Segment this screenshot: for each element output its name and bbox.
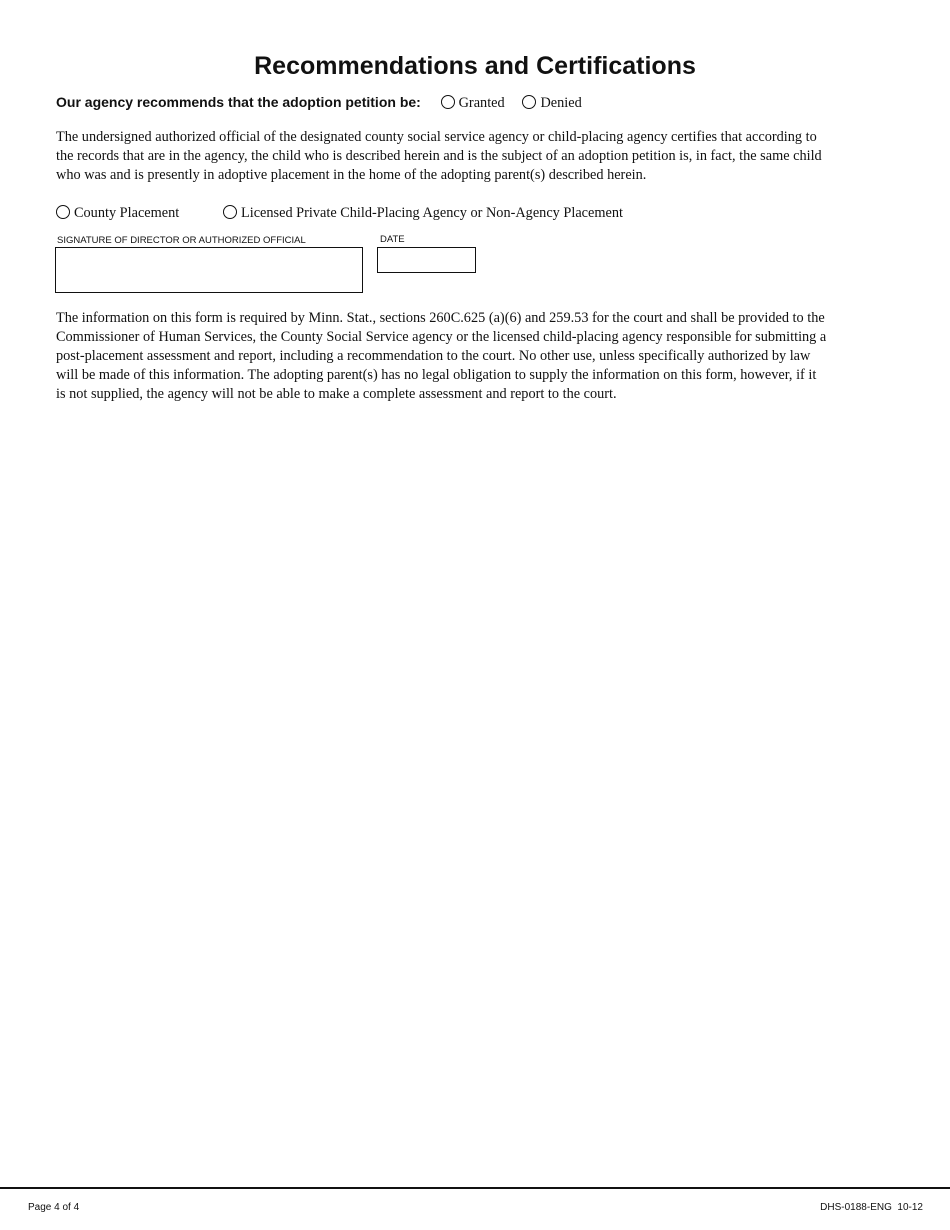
radio-denied[interactable] [522, 95, 581, 111]
footer-divider [0, 1187, 950, 1189]
page-number: Page 4 of 4 [28, 1202, 80, 1213]
signature-label: SIGNATURE OF DIRECTOR OR AUTHORIZED OFFICIAL [57, 235, 306, 246]
text-line: will be made of this information. The adopting parent(s) has no legal obligation to supply the information on this form, however, if it [56, 367, 817, 383]
text-line: who was and is presently in adoptive placement in the home of the adopting parent(s) described herein. [56, 167, 647, 183]
form-id: DHS-0188-ENG 10-12 [820, 1202, 923, 1213]
privacy-notice [56, 309, 826, 404]
radio-granted[interactable] [441, 95, 505, 111]
radio-denied-label: Denied [540, 95, 582, 111]
certification-text [56, 128, 822, 185]
signature-field[interactable] [55, 247, 363, 293]
text-line: The undersigned authorized official of the designated county social service agency or child-placing agency certifies that according to [56, 129, 817, 145]
recommendation-row [56, 94, 582, 112]
date-label: DATE [380, 234, 405, 245]
page-title: Recommendations and Certifications [254, 52, 696, 80]
text-line: The information on this form is required by Minn. Stat., sections 260C.625 (a)(6) and 259.53 for the court and shall be provided to the [56, 310, 825, 326]
text-line: Commissioner of Human Services, the County Social Service agency or the licensed child-placing agency responsible for submitting a [56, 329, 827, 345]
text-line: the records that are in the agency, the child who is described herein and is the subject of an adoption petition is, in fact, the same child [56, 148, 822, 164]
recommendation-label: Our agency recommends that the adoption petition be: [56, 94, 421, 110]
radio-private-placement[interactable] [223, 205, 623, 222]
radio-granted-label: Granted [458, 95, 505, 111]
radio-circle-icon[interactable] [223, 205, 237, 219]
private-placement-label: Licensed Private Child-Placing Agency or Non-Agency Placement [241, 205, 623, 221]
county-placement-label: County Placement [74, 205, 180, 221]
radio-county-placement[interactable] [56, 205, 179, 222]
date-field[interactable] [377, 247, 476, 273]
radio-circle-icon[interactable] [56, 205, 70, 219]
radio-circle-icon[interactable] [441, 95, 455, 109]
radio-circle-icon[interactable] [522, 95, 536, 109]
text-line: post-placement assessment and report, including a recommendation to the court. No other use, unless specifically authorized by law [56, 348, 811, 364]
text-line: is not supplied, the agency will not be able to make a complete assessment and report to the court. [56, 386, 617, 402]
